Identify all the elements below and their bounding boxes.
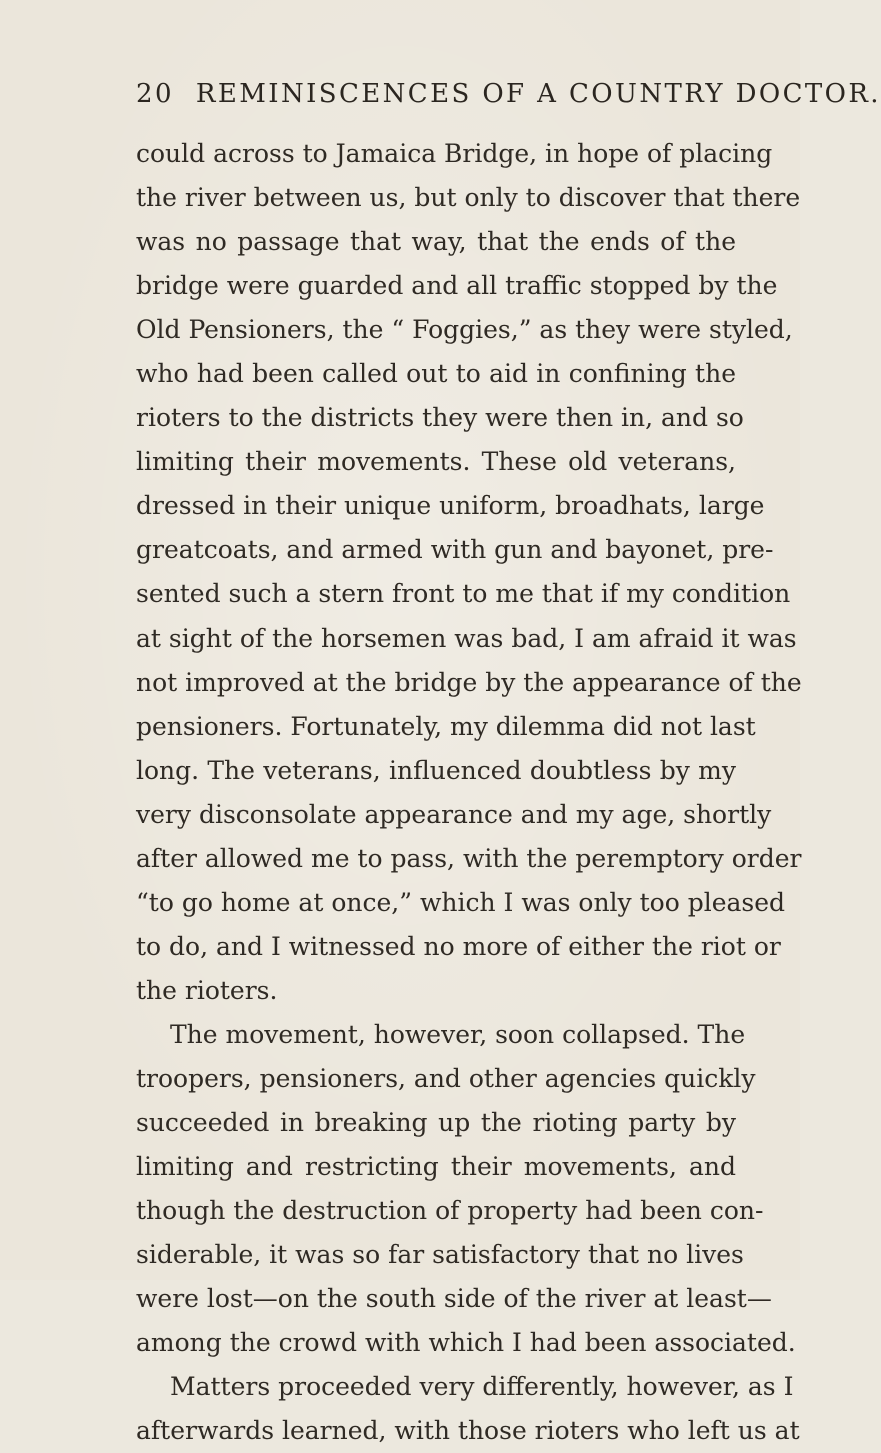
text-line: who had been called out to aid in confining the	[136, 359, 736, 389]
text-line: could across to Jamaica Bridge, in hope of placing	[136, 139, 773, 168]
page-number: 20	[136, 79, 174, 109]
text-line: not improved at the bridge by the appearance of the	[136, 667, 802, 697]
text-line: greatcoats, and armed with gun and bayonet, pre-	[136, 535, 774, 565]
paragraph-end-line: the rioters.	[136, 975, 278, 1005]
text-line: the river between us, but only to discover that there	[136, 183, 801, 213]
text-line: after allowed me to pass, with the peremptory order	[136, 843, 802, 873]
text-line: though the destruction of property had been con-	[136, 1196, 764, 1226]
text-line: bridge were guarded and all traffic stopped by the	[136, 271, 778, 301]
text-line: was no passage that way, that the ends of the	[136, 227, 736, 257]
text-line: to do, and I witnessed no more of either the riot or	[136, 931, 781, 961]
text-line: siderable, it was so far satisfactory that no lives	[136, 1240, 744, 1270]
body-text	[136, 132, 802, 1453]
text-line: limiting their movements. These old veterans,	[136, 447, 736, 477]
text-line: at sight of the horsemen was bad, I am afraid it was	[136, 623, 797, 653]
text-line: sented such a stern front to me that if my condition	[136, 579, 791, 609]
text-line: pensioners. Fortunately, my dilemma did not last	[136, 711, 756, 741]
text-line: dressed in their unique uniform, broadhats, large	[136, 491, 765, 521]
page-header	[136, 74, 881, 114]
paragraph-start-line: Matters proceeded very differently, however, as I	[170, 1372, 794, 1402]
text-line: succeeded in breaking up the rioting party by	[136, 1108, 736, 1138]
text-line: limiting and restricting their movements, and	[136, 1152, 736, 1182]
paragraph-start-line: The movement, however, soon collapsed. The	[170, 1019, 746, 1049]
running-title: REMINISCENCES OF A COUNTRY DOCTOR.	[195, 79, 881, 109]
text-line: troopers, pensioners, and other agencies quickly	[136, 1063, 756, 1093]
text-line: very disconsolate appearance and my age, shortly	[136, 799, 772, 829]
text-line: rioters to the districts they were then in, and so	[136, 403, 744, 433]
text-line: long. The veterans, influenced doubtless by my	[136, 755, 736, 785]
text-line: Old Pensioners, the “ Foggies,” as they were styled,	[136, 315, 793, 345]
text-line: afterwards learned, with those rioters who left us at	[136, 1416, 800, 1446]
paragraph-end-line: among the crowd with which I had been associated.	[136, 1328, 796, 1358]
text-line: were lost—on the south side of the river at least—	[136, 1284, 772, 1314]
text-line: “to go home at once,” which I was only too pleased	[136, 887, 786, 917]
